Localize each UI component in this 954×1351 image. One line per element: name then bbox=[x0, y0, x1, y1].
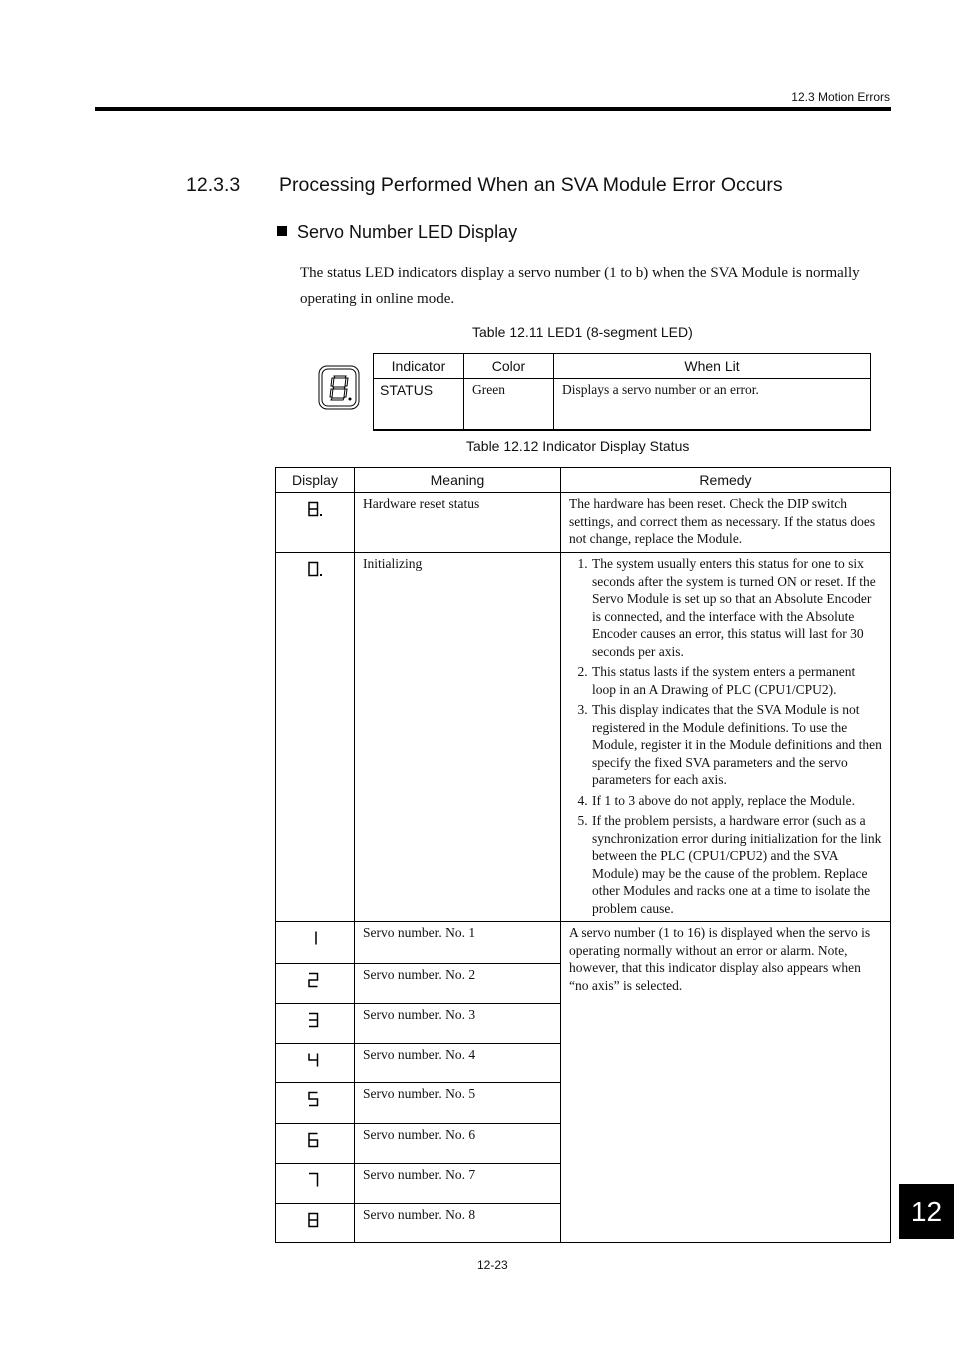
seven-segment-led-icon bbox=[318, 365, 360, 410]
table2-caption: Table 12.12 Indicator Display Status bbox=[466, 438, 690, 454]
list-item: 3. This display indicates that the SVA Module is not registered in the Module definitions. To use the Module, register it in the Module definitions and then specify the fixed SVA parameters and the servo parameters for each axis. bbox=[591, 701, 882, 789]
display-cell bbox=[276, 1204, 355, 1243]
column-header: Remedy bbox=[561, 468, 891, 493]
header-rule bbox=[95, 107, 891, 111]
list-item: 1. The system usually enters this status for one to six seconds after the system is turned ON or reset. If the Servo Module is set up so that an Absolute Encoder is connected, and the interface with the Absolute Encoder causes an error, this status will last for 30 seconds per axis. bbox=[591, 555, 882, 660]
segment-5-icon bbox=[307, 1091, 323, 1107]
display-cell bbox=[276, 1124, 355, 1164]
display-cell bbox=[276, 1044, 355, 1083]
display-cell bbox=[276, 922, 355, 964]
meaning-cell: Hardware reset status bbox=[355, 493, 561, 553]
meaning-cell: Servo number. No. 1 bbox=[355, 922, 561, 964]
meaning-cell: Servo number. No. 8 bbox=[355, 1204, 561, 1243]
meaning-cell: Initializing bbox=[355, 553, 561, 922]
subsection-title: Servo Number LED Display bbox=[297, 222, 518, 242]
remedy-cell: The hardware has been reset. Check the DIP switch settings, and correct them as necessary. If the status does not change, replace the Module. bbox=[561, 493, 891, 553]
remedy-cell bbox=[561, 553, 891, 922]
running-header: 12.3 Motion Errors bbox=[791, 90, 890, 104]
segment-1-icon bbox=[307, 930, 323, 946]
list-item: 2. This status lasts if the system enters a permanent loop in an A Drawing of PLC (CPU1/CPU2). bbox=[591, 663, 882, 698]
display-cell bbox=[276, 493, 355, 553]
display-cell bbox=[276, 1083, 355, 1124]
subsection-heading bbox=[277, 222, 517, 243]
remedy-cell: A servo number (1 to 16) is displayed when the servo is operating normally without an error or alarm. Note, however, that this indicator display also appears when “no axis” is selected. bbox=[561, 922, 891, 1243]
chapter-tab: 12 bbox=[899, 1184, 954, 1239]
list-item: 5. If the problem persists, a hardware error (such as a synchronization error during initialization for the link between the PLC (CPU1/CPU2) and the SVA Module) may be the cause of the problem. Replace other Modules and racks one at a time to isolate the problem cause. bbox=[591, 812, 882, 917]
color-cell: Green bbox=[464, 379, 554, 431]
remedy-list bbox=[569, 555, 882, 917]
segment-0-dot-icon bbox=[307, 561, 323, 577]
table1-caption: Table 12.11 LED1 (8-segment LED) bbox=[472, 324, 693, 340]
meaning-cell: Servo number. No. 2 bbox=[355, 964, 561, 1004]
indicator-status-table bbox=[275, 467, 891, 1243]
page-number: 12-23 bbox=[477, 1258, 508, 1272]
column-header: Display bbox=[276, 468, 355, 493]
segment-7-icon bbox=[307, 1172, 323, 1188]
table-row bbox=[276, 493, 891, 553]
section-number: 12.3.3 bbox=[186, 174, 241, 196]
section-title bbox=[186, 174, 783, 197]
table-header-row bbox=[276, 468, 891, 493]
when-lit-cell: Displays a servo number or an error. bbox=[554, 379, 871, 431]
column-header: Meaning bbox=[355, 468, 561, 493]
column-header: Color bbox=[464, 354, 554, 379]
display-cell bbox=[276, 1004, 355, 1044]
segment-6-icon bbox=[307, 1132, 323, 1148]
display-cell bbox=[276, 964, 355, 1004]
intro-paragraph: The status LED indicators display a servo number (1 to b) when the SVA Module is normally operating in online mode. bbox=[300, 265, 860, 307]
led-table bbox=[373, 353, 871, 431]
column-header: Indicator bbox=[374, 354, 464, 379]
table-row bbox=[276, 922, 891, 964]
column-header: When Lit bbox=[554, 354, 871, 379]
meaning-cell: Servo number. No. 4 bbox=[355, 1044, 561, 1083]
segment-8-icon bbox=[307, 1212, 323, 1228]
display-cell bbox=[276, 1164, 355, 1204]
table-row bbox=[374, 379, 871, 431]
square-bullet-icon bbox=[277, 226, 287, 236]
meaning-cell: Servo number. No. 7 bbox=[355, 1164, 561, 1204]
segment-3-icon bbox=[307, 1012, 323, 1028]
segment-2-icon bbox=[307, 972, 323, 988]
table-header-row bbox=[374, 354, 871, 379]
indicator-cell: STATUS bbox=[374, 379, 464, 431]
segment-4-icon bbox=[307, 1052, 323, 1068]
meaning-cell: Servo number. No. 5 bbox=[355, 1083, 561, 1124]
table-row bbox=[276, 553, 891, 922]
segment-8-dot-icon bbox=[307, 501, 323, 517]
display-cell bbox=[276, 553, 355, 922]
section-title-text: Processing Performed When an SVA Module Error Occurs bbox=[279, 174, 783, 196]
list-item: 4. If 1 to 3 above do not apply, replace the Module. bbox=[591, 792, 882, 810]
meaning-cell: Servo number. No. 6 bbox=[355, 1124, 561, 1164]
meaning-cell: Servo number. No. 3 bbox=[355, 1004, 561, 1044]
